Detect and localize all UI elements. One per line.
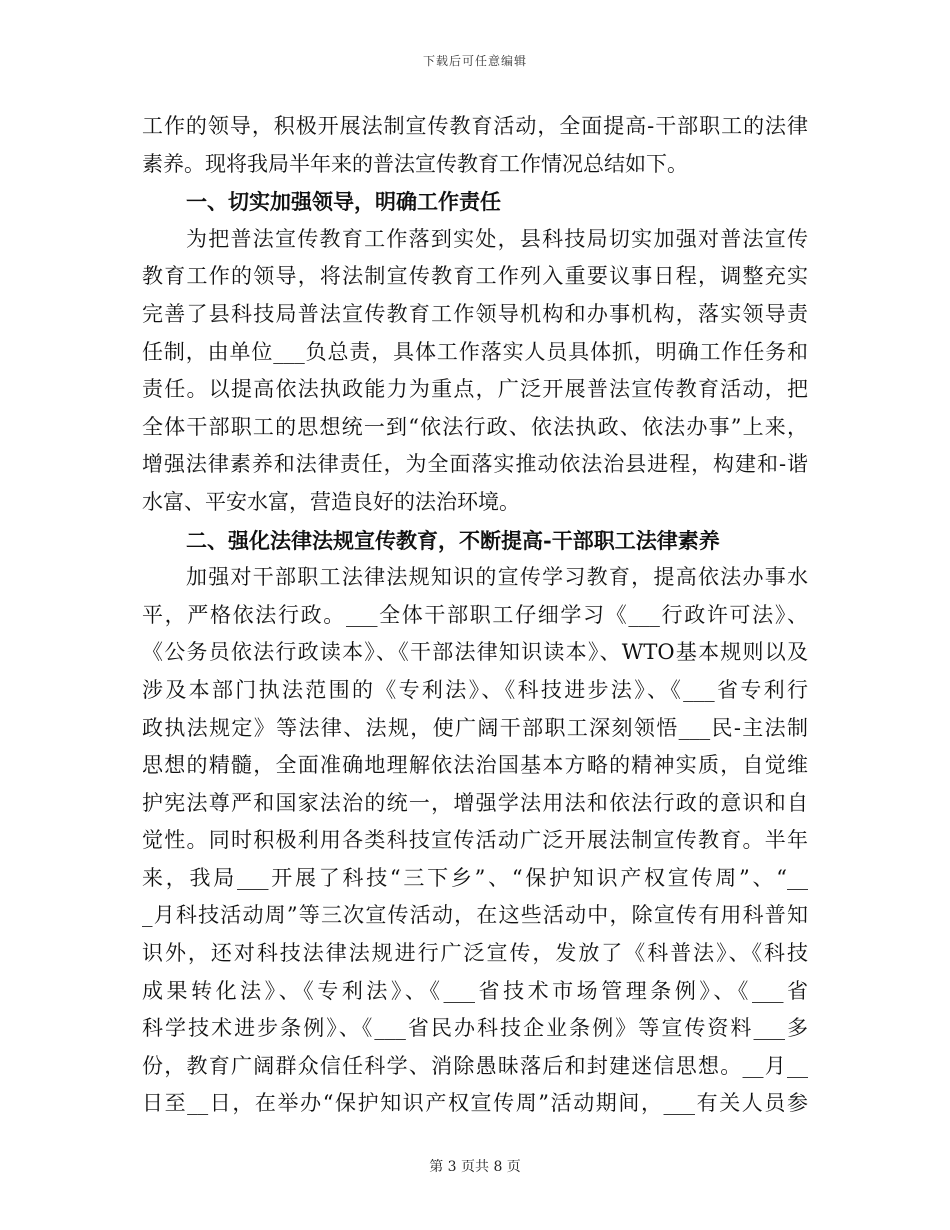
- paragraph-line: 水富、平安水富，营造良好的法治环境。: [142, 489, 520, 514]
- paragraph-line: 份，教育广阔群众信任科学、消除愚昧落后和封建迷信思想。__月__: [142, 1053, 808, 1078]
- paragraph-line: 识外，还对科技法律法规进行广泛宣传，发放了《科普法》、《科技: [142, 941, 808, 966]
- paragraph-line: 工作的领导，积极开展法制宣传教育活动，全面提高-干部职工的法律: [142, 114, 808, 138]
- paragraph-line: 日至__日，在举办“保护知识产权宣传周”活动期间，___有关人员参: [142, 1091, 808, 1116]
- paragraph-line: _月科技活动周”等三次宣传活动，在这些活动中，除宣传有用科普知: [142, 903, 808, 928]
- paragraph-line: 觉性。同时积极利用各类科技宣传活动广泛开展法制宣传教育。半年: [142, 828, 808, 853]
- paragraph-line: 教育工作的领导，将法制宣传教育工作列入重要议事日程，调整充实: [142, 264, 808, 289]
- paragraph-line: 完善了县科技局普法宣传教育工作领导机构和办事机构，落实领导责: [142, 301, 808, 326]
- download-edit-note: 下载后可任意编辑: [422, 54, 527, 68]
- paragraph-line: 全体干部职工的思想统一到“依法行政、依法执政、依法办事”上来，: [142, 414, 808, 439]
- paragraph-line: 加强对干部职工法律法规知识的宣传学习教育，提高依法办事水: [186, 565, 808, 590]
- paragraph-line: 平，严格依法行政。___全体干部职工仔细学习《___行政许可法》、: [142, 602, 808, 627]
- paragraph-line: 任制，由单位___负总责，具体工作落实人员具体抓，明确工作任务和: [142, 339, 808, 364]
- page-number: 第 3 页共 8 页: [429, 1159, 521, 1175]
- section-heading-2: 二、强化法律法规宣传教育，不断提高-干部职工法律素养: [186, 527, 720, 553]
- paragraph-line: 素养。现将我局半年来的普法宣传教育工作情况总结如下。: [142, 151, 688, 176]
- paragraph-line: 科学技术进步条例》、《___省民办科技企业条例》等宣传资料___多: [142, 1016, 808, 1041]
- paragraph-line: 责任。以提高依法执政能力为重点，广泛开展普法宣传教育活动，把: [142, 377, 808, 402]
- document-body: [142, 108, 808, 1123]
- paragraph-line: 护宪法尊严和国家法治的统一，增强学法用法和依法行政的意识和自: [142, 790, 808, 815]
- paragraph-line: 成果转化法》、《专利法》、《___省技术市场管理条例》、《___省: [142, 978, 808, 1003]
- paragraph-line: 为把普法宣传教育工作落到实处，县科技局切实加强对普法宣传: [186, 226, 808, 251]
- paragraph-line: 思想的精髓，全面准确地理解依法治国基本方略的精神实质，自觉维: [142, 753, 808, 778]
- paragraph-line: 《公务员依法行政读本》、《干部法律知识读本》、WTO基本规则以及: [142, 640, 808, 665]
- section-heading-1: 一、切实加强领导，明确工作责任: [186, 189, 501, 215]
- paragraph-line: 涉及本部门执法范围的《专利法》、《科技进步法》、《___省专利行: [142, 677, 808, 702]
- paragraph-line: 政执法规定》等法律、法规，使广阔干部职工深刻领悟___民-主法制: [142, 715, 808, 740]
- paragraph-line: 增强法律素养和法律责任，为全面落实推动依法治县进程，构建和-谐: [142, 452, 808, 477]
- paragraph-line: 来，我局___开展了科技“三下乡”、“保护知识产权宣传周”、“__: [142, 865, 808, 890]
